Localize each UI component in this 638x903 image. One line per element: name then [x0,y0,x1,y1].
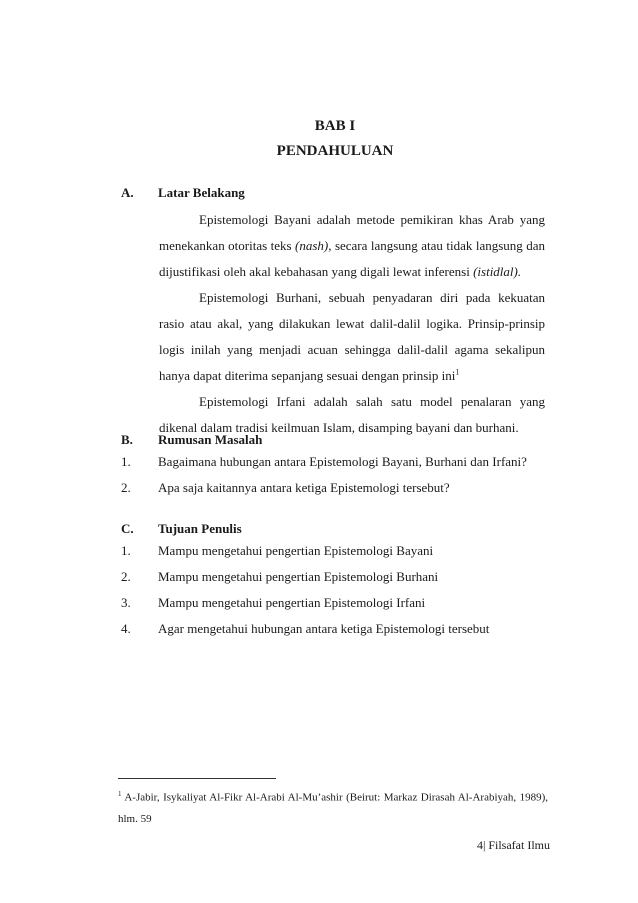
list-item: 2. Mampu mengetahui pengertian Epistemologi Burhani [121,569,439,584]
footnote [118,784,548,830]
problem-list [121,449,527,501]
footnote-text: A-Jabir, Isykaliyat Al-Fikr Al-Arabi Al-Mu’ashir (Beirut: Markaz Dirasah Al-Arabiyah, 1989), hlm. 59 [118,791,548,825]
section-b-heading [121,432,262,448]
objective-list [121,538,489,642]
section-c-title: Tujuan Penulis [158,521,242,536]
list-item: 1. Bagaimana hubungan antara Epistemologi Bayani, Burhani dan Irfani? [121,454,527,469]
section-a-marker: A. [121,185,134,200]
term-istidlal: (istidlal). [473,264,522,279]
list-item: 2. Apa saja kaitannya antara ketiga Epistemologi tersebut? [121,480,450,495]
chapter-number: BAB I [314,118,356,134]
paragraph-burhani: Epistemologi Burhani, sebuah penyadaran diri pada kekuatan rasio atau akal, yang dilakukan lewat dalil-dalil logika. Prinsip-prinsip logis inilah yang menjadi acuan sehingga dalil-dalil agama sekalipun hanya dapat diterima sepanjang sesuai dengan prinsip ini$^1$ [159,290,545,383]
section-a-heading [121,185,245,201]
list-item: 3. Mampu mengetahui pengertian Epistemologi Irfani [121,595,426,610]
section-b-marker: B. [121,432,133,447]
footnote-ref[interactable]: 1 [455,367,460,377]
term-nash: (nash) [295,238,329,253]
chapter-title: PENDAHULUAN [276,143,394,159]
paragraph-bayani: Epistemologi Bayani adalah metode pemikiran khas Arab yang menekankan otoritas teks (nash), secara langsung atau tidak langsung dan dijustifikasi oleh akal kebahasan yang digali lewat inferensi (istidlal). [159,212,546,279]
footnote-number: 1 [118,790,122,798]
page-footer: 4| Filsafat Ilmu [476,838,550,852]
list-item: 1. Mampu mengetahui pengertian Epistemologi Bayani [121,543,434,558]
footnote-divider [118,778,276,779]
paragraph-irfani: Epistemologi Irfani adalah salah satu model penalaran yang dikenal dalam tradisi keilmuan Islam, disamping bayani dan burhani. [159,394,545,435]
section-a-body [159,207,545,441]
section-b-title: Rumusan Masalah [158,432,263,447]
section-a-title: Latar Belakang [158,185,245,200]
section-c-marker: C. [121,521,134,536]
list-item: 4. Agar mengetahui hubungan antara ketiga Epistemologi tersebut [121,621,490,636]
section-c-heading [121,521,242,537]
